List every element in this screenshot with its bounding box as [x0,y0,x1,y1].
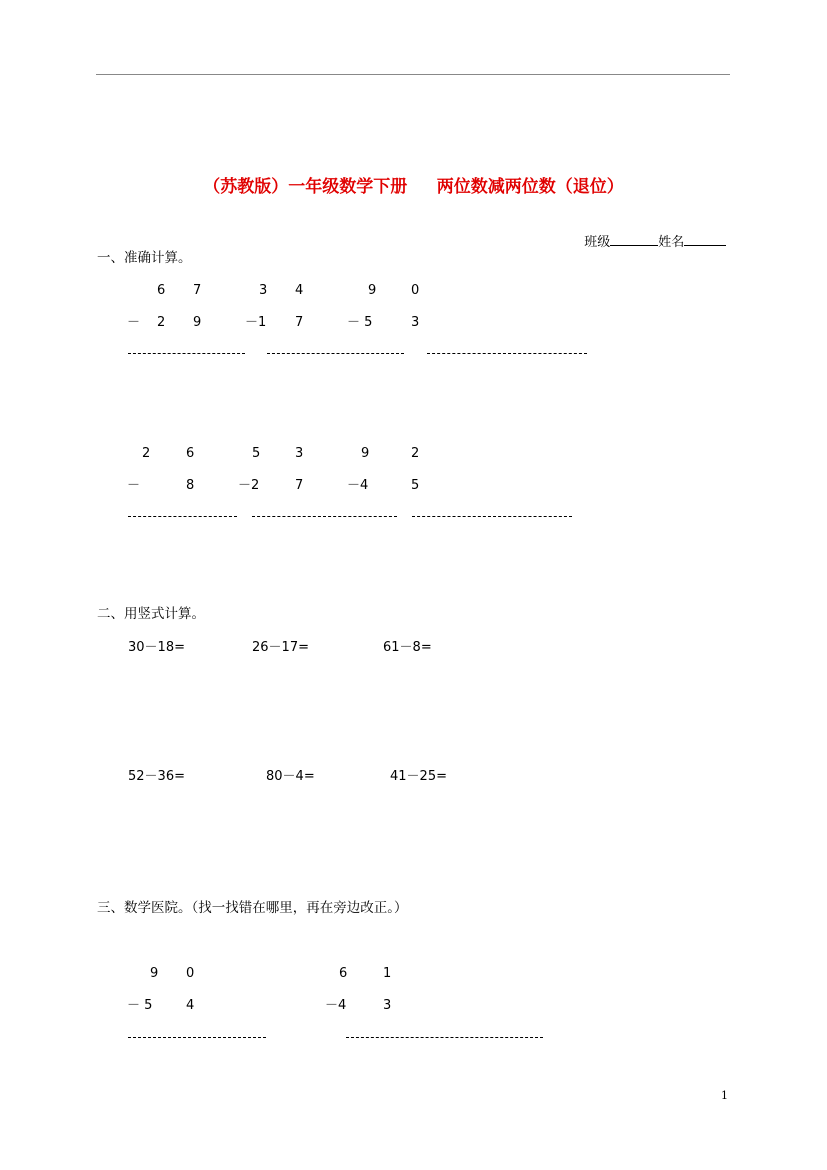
minus-operator: － [127,478,141,493]
page-title: （苏教版）一年级数学下册 两位数减两位数（退位） [203,177,624,197]
digit: 6 [186,446,195,461]
digit: 6 [157,283,166,298]
digit: 7 [193,283,202,298]
class-label: 班级 [584,235,611,250]
digit: 7 [295,315,304,330]
answer-line[interactable] [427,353,587,354]
minus-operator: －4 [347,478,369,493]
digit: 7 [295,478,304,493]
digit: 2 [157,315,166,330]
header-rule [96,74,730,75]
digit: 9 [193,315,202,330]
answer-line[interactable] [128,1037,266,1038]
minus-operator: －2 [238,478,260,493]
minus-operator: － 5 [127,998,153,1013]
expression: 61－8= [383,640,432,655]
digit: 6 [339,966,348,981]
digit: 9 [361,446,370,461]
minus-operator: － [127,315,141,330]
digit: 1 [383,966,392,981]
digit: 8 [186,478,195,493]
digit: 3 [295,446,304,461]
answer-line[interactable] [267,353,404,354]
digit: 3 [259,283,268,298]
class-blank[interactable] [610,233,658,246]
digit: 4 [295,283,304,298]
answer-line[interactable] [128,516,237,517]
section-3-heading: 三、数学医院。（找一找错在哪里，再在旁边改正。） [97,900,408,916]
digit: 3 [411,315,420,330]
minus-operator: －1 [245,315,267,330]
page-number: 1 [721,1089,728,1102]
student-info [576,217,726,251]
answer-line[interactable] [412,516,572,517]
section-1-heading: 一、准确计算。 [97,250,192,266]
answer-line[interactable] [128,353,245,354]
answer-line[interactable] [346,1037,543,1038]
digit: 5 [252,446,261,461]
digit: 9 [150,966,159,981]
digit: 2 [411,446,420,461]
digit: 4 [186,998,195,1013]
expression: 26－17= [252,640,309,655]
name-label: 姓名 [658,235,685,250]
expression: 52－36= [128,769,185,784]
digit: 5 [411,478,420,493]
section-2-heading: 二、用竖式计算。 [97,606,205,622]
digit: 9 [368,283,377,298]
expression: 30－18= [128,640,185,655]
digit: 0 [411,283,420,298]
digit: 2 [142,446,151,461]
digit: 0 [186,966,195,981]
minus-operator: －4 [325,998,347,1013]
answer-line[interactable] [252,516,397,517]
digit: 3 [383,998,392,1013]
expression: 80－4= [266,769,315,784]
expression: 41－25= [390,769,447,784]
minus-operator: － 5 [347,315,373,330]
name-blank[interactable] [684,233,726,246]
